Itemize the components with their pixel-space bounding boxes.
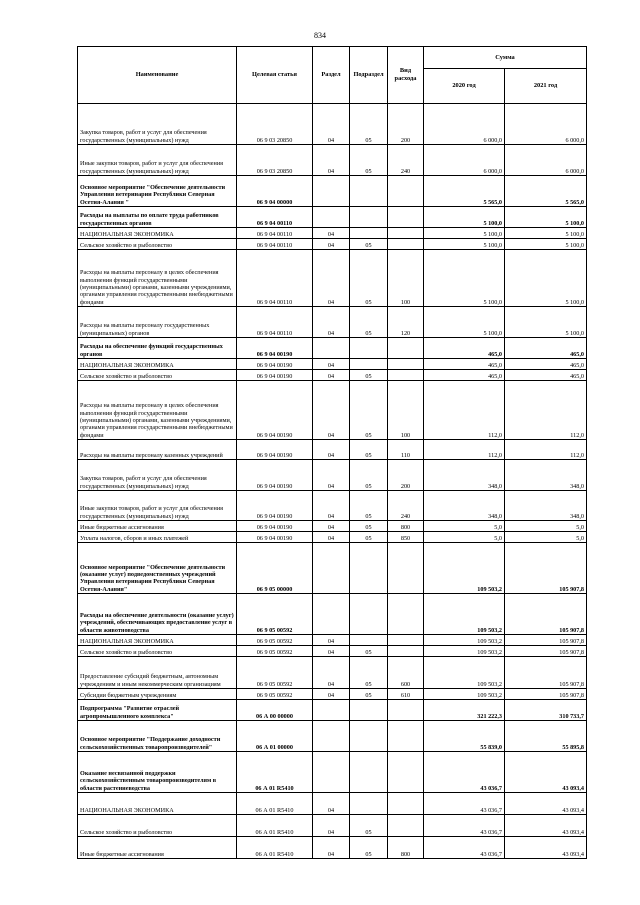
row-section <box>313 338 350 359</box>
row-sum-2020: 109 503,2 <box>424 689 505 700</box>
table-row <box>78 250 587 307</box>
row-subsection: 05 <box>350 145 388 176</box>
row-target-code: 06 А 01 00000 <box>237 721 313 752</box>
row-section: 04 <box>313 793 350 815</box>
row-sum-2020: 5,0 <box>424 532 505 543</box>
row-subsection: 05 <box>350 657 388 689</box>
row-sum-2021: 105 907,8 <box>505 594 587 635</box>
table-row <box>78 657 587 689</box>
row-section <box>313 207 350 228</box>
row-subsection: 05 <box>350 521 388 532</box>
row-target-code: 06 9 04 00190 <box>237 338 313 359</box>
row-subsection <box>350 793 388 815</box>
row-sum-2021: 5 100,0 <box>505 239 587 250</box>
row-sum-2021: 465,0 <box>505 359 587 370</box>
row-section <box>313 752 350 793</box>
row-sum-2021: 5,0 <box>505 532 587 543</box>
row-sum-2020: 109 503,2 <box>424 594 505 635</box>
table-row <box>78 521 587 532</box>
row-section: 04 <box>313 491 350 521</box>
row-sum-2020: 465,0 <box>424 338 505 359</box>
row-sum-2020: 43 036,7 <box>424 837 505 859</box>
table-row <box>78 646 587 657</box>
row-sum-2021: 5 100,0 <box>505 207 587 228</box>
row-sum-2020: 348,0 <box>424 491 505 521</box>
row-sum-2021: 112,0 <box>505 440 587 460</box>
row-subsection: 05 <box>350 460 388 491</box>
row-sum-2020: 112,0 <box>424 381 505 440</box>
row-target-code: 06 9 04 00000 <box>237 176 313 207</box>
row-subsection <box>350 338 388 359</box>
row-section: 04 <box>313 837 350 859</box>
row-subsection <box>350 543 388 594</box>
row-section <box>313 721 350 752</box>
row-expense-type <box>388 370 424 381</box>
row-sum-2020: 43 036,7 <box>424 815 505 837</box>
row-expense-type <box>388 594 424 635</box>
row-sum-2020: 6 000,0 <box>424 145 505 176</box>
row-target-code: 06 9 04 00110 <box>237 307 313 338</box>
row-expense-type: 850 <box>388 532 424 543</box>
row-target-code: 06 А 01 R5410 <box>237 815 313 837</box>
row-subsection <box>350 752 388 793</box>
row-name: Иные бюджетные ассигнования <box>78 521 237 532</box>
row-sum-2021: 105 907,8 <box>505 635 587 646</box>
table-row <box>78 359 587 370</box>
row-sum-2021: 43 093,4 <box>505 793 587 815</box>
row-name: Уплата налогов, сборов и иных платежей <box>78 532 237 543</box>
row-name: Расходы на выплаты персоналу в целях обеспечения выполнения функций государственными (муниципальными) органами, казенными учреждениями, органами управления государственными внебюджетными фондами <box>78 381 237 440</box>
row-expense-type <box>388 752 424 793</box>
row-sum-2021: 43 093,4 <box>505 752 587 793</box>
row-section: 04 <box>313 657 350 689</box>
row-expense-type <box>388 359 424 370</box>
row-expense-type: 100 <box>388 250 424 307</box>
row-section <box>313 594 350 635</box>
row-subsection: 05 <box>350 307 388 338</box>
row-sum-2020: 6 000,0 <box>424 104 505 145</box>
row-name: Иные закупки товаров, работ и услуг для обеспечения государственных (муниципальных) нужд <box>78 145 237 176</box>
row-subsection <box>350 594 388 635</box>
row-target-code: 06 9 04 00190 <box>237 521 313 532</box>
row-target-code: 06 9 04 00190 <box>237 370 313 381</box>
row-target-code: 06 9 04 00190 <box>237 491 313 521</box>
row-name: Расходы на обеспечение деятельности (оказание услуг) учреждений, обеспечивающих предоставление услуг в области животноводства <box>78 594 237 635</box>
row-sum-2020: 43 036,7 <box>424 793 505 815</box>
row-expense-type <box>388 700 424 721</box>
row-target-code: 06 А 01 R5410 <box>237 837 313 859</box>
row-name: Основное мероприятие "Обеспечение деятельности (оказание услуг) подведомственных учреждений Управления ветеринарии Республики Северная Осетия-Алания" <box>78 543 237 594</box>
row-subsection <box>350 228 388 239</box>
row-section <box>313 543 350 594</box>
page-number: 834 <box>314 31 326 40</box>
row-name: Сельское хозяйство и рыболовство <box>78 646 237 657</box>
row-name: Расходы на обеспечение функций государственных органов <box>78 338 237 359</box>
row-section: 04 <box>313 635 350 646</box>
row-sum-2020: 5 100,0 <box>424 228 505 239</box>
row-section: 04 <box>313 646 350 657</box>
row-sum-2020: 321 222,3 <box>424 700 505 721</box>
row-name: Расходы на выплаты персоналу государственных (муниципальных) органов <box>78 307 237 338</box>
header-2021: 2021 год <box>505 69 587 104</box>
row-name: НАЦИОНАЛЬНАЯ ЭКОНОМИКА <box>78 228 237 239</box>
row-subsection: 05 <box>350 837 388 859</box>
row-sum-2021: 105 907,8 <box>505 646 587 657</box>
row-sum-2021: 5 565,0 <box>505 176 587 207</box>
row-sum-2021: 5,0 <box>505 521 587 532</box>
row-expense-type <box>388 228 424 239</box>
row-subsection <box>350 176 388 207</box>
row-name: Расходы на выплаты по оплате труда работников государственных органов <box>78 207 237 228</box>
row-sum-2020: 5 100,0 <box>424 239 505 250</box>
row-target-code: 06 А 01 R5410 <box>237 752 313 793</box>
row-sum-2021: 5 100,0 <box>505 307 587 338</box>
row-expense-type: 200 <box>388 460 424 491</box>
table-row <box>78 543 587 594</box>
row-section: 04 <box>313 460 350 491</box>
row-name: Иные закупки товаров, работ и услуг для обеспечения государственных (муниципальных) нужд <box>78 491 237 521</box>
row-subsection <box>350 359 388 370</box>
row-name: Субсидии бюджетным учреждениям <box>78 689 237 700</box>
row-target-code: 06 9 04 00190 <box>237 381 313 440</box>
row-target-code: 06 9 03 20850 <box>237 145 313 176</box>
row-sum-2021: 105 907,8 <box>505 689 587 700</box>
row-target-code: 06 9 04 00190 <box>237 359 313 370</box>
row-subsection <box>350 700 388 721</box>
row-sum-2020: 55 839,0 <box>424 721 505 752</box>
table-row <box>78 793 587 815</box>
header-name: Наименование <box>78 47 237 104</box>
row-sum-2020: 348,0 <box>424 460 505 491</box>
row-expense-type: 240 <box>388 491 424 521</box>
row-name: Сельское хозяйство и рыболовство <box>78 370 237 381</box>
table-row <box>78 752 587 793</box>
row-name: НАЦИОНАЛЬНАЯ ЭКОНОМИКА <box>78 635 237 646</box>
row-target-code: 06 9 05 00000 <box>237 543 313 594</box>
row-sum-2020: 5 100,0 <box>424 207 505 228</box>
table-body <box>78 104 587 859</box>
row-section: 04 <box>313 228 350 239</box>
row-name: НАЦИОНАЛЬНАЯ ЭКОНОМИКА <box>78 793 237 815</box>
row-target-code: 06 9 04 00110 <box>237 239 313 250</box>
row-sum-2021: 43 093,4 <box>505 837 587 859</box>
row-sum-2021: 465,0 <box>505 370 587 381</box>
table-row <box>78 145 587 176</box>
table-row <box>78 837 587 859</box>
row-sum-2021: 348,0 <box>505 460 587 491</box>
row-target-code: 06 9 05 00592 <box>237 635 313 646</box>
row-sum-2021: 465,0 <box>505 338 587 359</box>
row-name: Закупка товаров, работ и услуг для обеспечения государственных (муниципальных) нужд <box>78 460 237 491</box>
row-name: Оказание несвязанной поддержки сельскохозяйственным товаропроизводителям в области растениеводства <box>78 752 237 793</box>
row-section: 04 <box>313 307 350 338</box>
row-target-code: 06 9 04 00110 <box>237 250 313 307</box>
table-row <box>78 104 587 145</box>
row-subsection: 05 <box>350 532 388 543</box>
row-sum-2020: 5 565,0 <box>424 176 505 207</box>
row-expense-type <box>388 646 424 657</box>
row-subsection: 05 <box>350 370 388 381</box>
table-row <box>78 491 587 521</box>
table-row <box>78 176 587 207</box>
table-row <box>78 381 587 440</box>
row-name: Расходы на выплаты персоналу в целях обеспечения выполнения функций государственными (муниципальными) органами, казенными учреждениями, органами управления государственными внебюджетными фондами <box>78 250 237 307</box>
row-expense-type: 800 <box>388 837 424 859</box>
header-expense-type: Вид расхода <box>388 47 424 104</box>
row-sum-2021: 6 000,0 <box>505 104 587 145</box>
table-row <box>78 207 587 228</box>
row-subsection: 05 <box>350 239 388 250</box>
row-section: 04 <box>313 440 350 460</box>
row-subsection: 05 <box>350 689 388 700</box>
table-row <box>78 228 587 239</box>
row-sum-2021: 348,0 <box>505 491 587 521</box>
table-row <box>78 440 587 460</box>
table-row <box>78 307 587 338</box>
row-target-code: 06 9 05 00592 <box>237 646 313 657</box>
table-row <box>78 338 587 359</box>
row-sum-2020: 109 503,2 <box>424 657 505 689</box>
row-expense-type <box>388 815 424 837</box>
row-subsection: 05 <box>350 250 388 307</box>
row-section: 04 <box>313 689 350 700</box>
row-section <box>313 700 350 721</box>
row-target-code: 06 9 05 00592 <box>237 594 313 635</box>
row-sum-2020: 5 100,0 <box>424 250 505 307</box>
row-expense-type: 120 <box>388 307 424 338</box>
row-expense-type <box>388 239 424 250</box>
row-subsection: 05 <box>350 646 388 657</box>
row-sum-2021: 112,0 <box>505 381 587 440</box>
row-target-code: 06 9 05 00592 <box>237 657 313 689</box>
row-expense-type: 240 <box>388 145 424 176</box>
row-expense-type <box>388 543 424 594</box>
row-expense-type: 200 <box>388 104 424 145</box>
row-target-code: 06 А 01 R5410 <box>237 793 313 815</box>
row-name: Сельское хозяйство и рыболовство <box>78 815 237 837</box>
row-expense-type <box>388 176 424 207</box>
table-row <box>78 700 587 721</box>
row-section: 04 <box>313 815 350 837</box>
row-sum-2020: 5,0 <box>424 521 505 532</box>
row-sum-2020: 112,0 <box>424 440 505 460</box>
row-name: Расходы на выплаты персоналу казенных учреждений <box>78 440 237 460</box>
row-expense-type: 100 <box>388 381 424 440</box>
row-target-code: 06 9 03 20850 <box>237 104 313 145</box>
row-target-code: 06 9 04 00190 <box>237 440 313 460</box>
row-sum-2020: 109 503,2 <box>424 646 505 657</box>
row-target-code: 06 9 05 00592 <box>237 689 313 700</box>
row-sum-2021: 105 907,8 <box>505 543 587 594</box>
row-expense-type: 600 <box>388 657 424 689</box>
row-sum-2020: 465,0 <box>424 359 505 370</box>
row-section: 04 <box>313 381 350 440</box>
row-sum-2021: 6 000,0 <box>505 145 587 176</box>
row-section: 04 <box>313 250 350 307</box>
row-subsection <box>350 635 388 646</box>
row-expense-type <box>388 635 424 646</box>
row-section: 04 <box>313 359 350 370</box>
row-sum-2021: 5 100,0 <box>505 228 587 239</box>
row-subsection <box>350 207 388 228</box>
row-sum-2020: 109 503,2 <box>424 543 505 594</box>
row-name: НАЦИОНАЛЬНАЯ ЭКОНОМИКА <box>78 359 237 370</box>
row-target-code: 06 9 04 00190 <box>237 532 313 543</box>
row-section: 04 <box>313 532 350 543</box>
row-expense-type: 610 <box>388 689 424 700</box>
row-expense-type: 800 <box>388 521 424 532</box>
row-expense-type: 110 <box>388 440 424 460</box>
header-2020: 2020 год <box>424 69 505 104</box>
row-target-code: 06 9 04 00110 <box>237 228 313 239</box>
row-section: 04 <box>313 370 350 381</box>
table-row <box>78 721 587 752</box>
row-section: 04 <box>313 104 350 145</box>
row-name: Подпрограмма "Развитие отраслей агропромышленного комплекса" <box>78 700 237 721</box>
table-row <box>78 532 587 543</box>
table-row <box>78 689 587 700</box>
row-sum-2021: 105 907,8 <box>505 657 587 689</box>
row-sum-2020: 465,0 <box>424 370 505 381</box>
row-expense-type <box>388 338 424 359</box>
table-row <box>78 460 587 491</box>
header-subsection: Подраздел <box>350 47 388 104</box>
row-subsection: 05 <box>350 815 388 837</box>
row-section: 04 <box>313 239 350 250</box>
row-expense-type <box>388 207 424 228</box>
row-sum-2020: 43 036,7 <box>424 752 505 793</box>
row-section: 04 <box>313 521 350 532</box>
row-name: Основное мероприятие "Поддержание доходности сельскохозяйственных товаропроизводителей" <box>78 721 237 752</box>
row-expense-type <box>388 793 424 815</box>
row-name: Основное мероприятие "Обеспечение деятельности Управления ветеринарии Республики Северная Осетия-Алания " <box>78 176 237 207</box>
row-sum-2020: 109 503,2 <box>424 635 505 646</box>
row-target-code: 06 9 04 00110 <box>237 207 313 228</box>
header-sum: Сумма <box>424 47 587 69</box>
table-row <box>78 239 587 250</box>
row-target-code: 06 9 04 00190 <box>237 460 313 491</box>
row-section: 04 <box>313 145 350 176</box>
table-row <box>78 815 587 837</box>
row-section <box>313 176 350 207</box>
row-sum-2021: 5 100,0 <box>505 250 587 307</box>
row-sum-2021: 310 733,7 <box>505 700 587 721</box>
row-subsection: 05 <box>350 381 388 440</box>
budget-table <box>77 46 587 859</box>
table-row <box>78 370 587 381</box>
row-expense-type <box>388 721 424 752</box>
row-target-code: 06 А 00 00000 <box>237 700 313 721</box>
table-row <box>78 594 587 635</box>
row-sum-2020: 5 100,0 <box>424 307 505 338</box>
row-subsection: 05 <box>350 491 388 521</box>
table-row <box>78 635 587 646</box>
row-sum-2021: 43 093,4 <box>505 815 587 837</box>
row-sum-2021: 55 895,8 <box>505 721 587 752</box>
row-name: Иные бюджетные ассигнования <box>78 837 237 859</box>
row-name: Сельское хозяйство и рыболовство <box>78 239 237 250</box>
row-subsection <box>350 721 388 752</box>
row-name: Закупка товаров, работ и услуг для обеспечения государственных (муниципальных) нужд <box>78 104 237 145</box>
row-name: Предоставление субсидий бюджетным, автономным учреждениям и иным некоммерческим организациям <box>78 657 237 689</box>
header-section: Раздел <box>313 47 350 104</box>
row-subsection: 05 <box>350 440 388 460</box>
header-target-article: Целевая статья <box>237 47 313 104</box>
row-subsection: 05 <box>350 104 388 145</box>
